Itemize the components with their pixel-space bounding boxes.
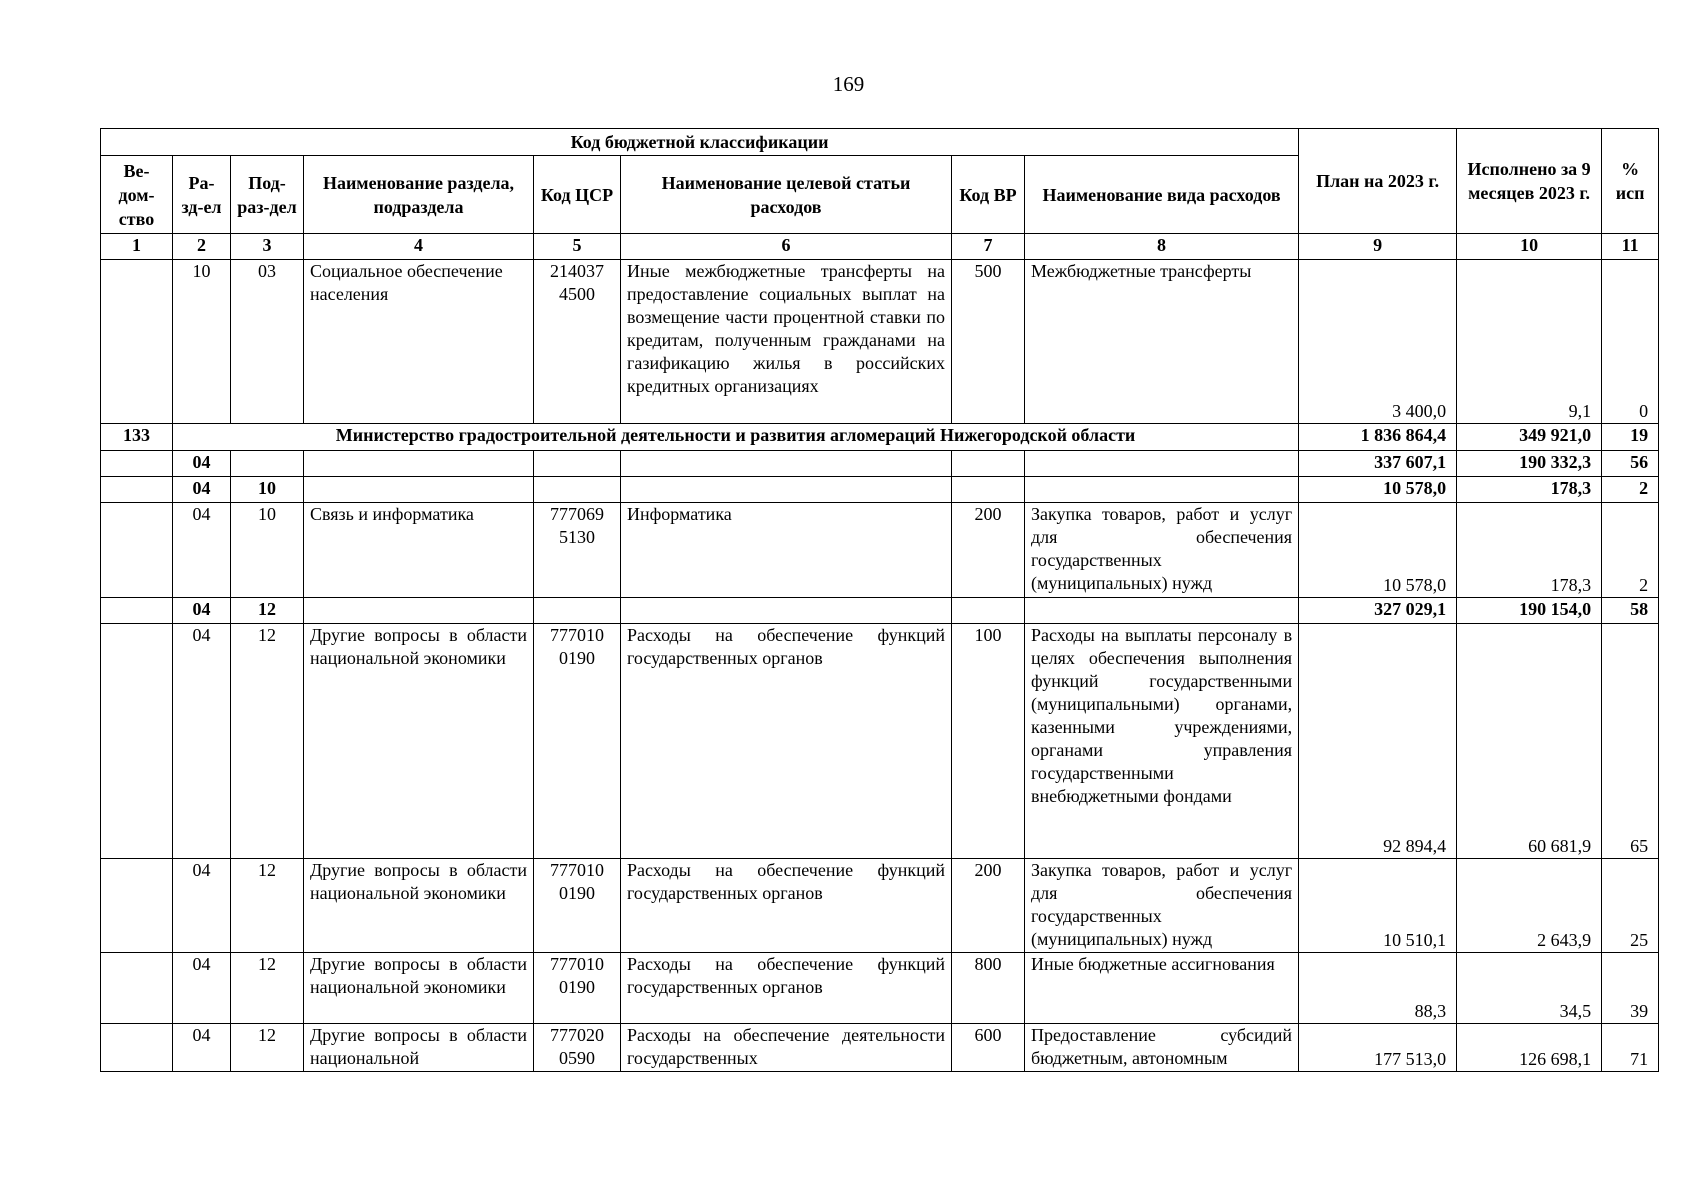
cell-podrazdel: 10 xyxy=(231,477,304,503)
cell-podrazdel: 12 xyxy=(231,859,304,953)
cell-target-name xyxy=(621,451,952,477)
cell-vedomstvo xyxy=(101,503,173,598)
cell-razdel: 04 xyxy=(173,477,231,503)
cell-section-name: Другие вопросы в области национальной xyxy=(304,1024,534,1072)
cell-vedomstvo xyxy=(101,953,173,1024)
header-vr-name: Наименование вида расходов xyxy=(1025,156,1299,234)
budget-table xyxy=(100,128,1659,1072)
cell-done: 2 643,9 xyxy=(1457,859,1602,953)
header-percent: % исп xyxy=(1602,129,1659,234)
cell-vr-name xyxy=(1025,598,1299,624)
cell-csr: 777069 5130 xyxy=(534,503,621,598)
cell-podrazdel: 03 xyxy=(231,260,304,424)
cell-plan: 88,3 xyxy=(1299,953,1457,1024)
cell-razdel: 04 xyxy=(173,953,231,1024)
cell-vedomstvo: 133 xyxy=(101,424,173,451)
cell-vr-name xyxy=(1025,477,1299,503)
cell-target-name: Расходы на обеспечение деятельности государственных xyxy=(621,1024,952,1072)
cell-vr-name xyxy=(1025,451,1299,477)
header-plan: План на 2023 г. xyxy=(1299,129,1457,234)
header-row-group xyxy=(101,129,1659,156)
cell-csr: 777010 0190 xyxy=(534,953,621,1024)
cell-target-name: Расходы на обеспечение функций государственных органов xyxy=(621,953,952,1024)
cell-plan: 3 400,0 xyxy=(1299,260,1457,424)
header-section-name: Наименование раздела, подраздела xyxy=(304,156,534,234)
column-number: 3 xyxy=(231,234,304,260)
cell-podrazdel: 12 xyxy=(231,598,304,624)
table-row xyxy=(101,260,1659,424)
column-number: 11 xyxy=(1602,234,1659,260)
cell-csr: 214037 4500 xyxy=(534,260,621,424)
cell-razdel: 04 xyxy=(173,1024,231,1072)
cell-vr-name: Расходы на выплаты персоналу в целях обеспечения выполнения функций государственными (муниципальными) органами, казенными учреждениями, органами управления государственными внебюджетными фондами xyxy=(1025,624,1299,859)
cell-vedomstvo xyxy=(101,1024,173,1072)
cell-csr xyxy=(534,451,621,477)
cell-vedomstvo xyxy=(101,260,173,424)
cell-done: 349 921,0 xyxy=(1457,424,1602,451)
cell-razdel: 04 xyxy=(173,451,231,477)
table-row xyxy=(101,859,1659,953)
cell-target-name: Расходы на обеспечение функций государственных органов xyxy=(621,624,952,859)
cell-vr: 200 xyxy=(952,859,1025,953)
column-number: 10 xyxy=(1457,234,1602,260)
column-number: 8 xyxy=(1025,234,1299,260)
cell-vr xyxy=(952,477,1025,503)
subsection-total-row xyxy=(101,477,1659,503)
cell-section-name xyxy=(304,598,534,624)
cell-target-name: Расходы на обеспечение функций государственных органов xyxy=(621,859,952,953)
header-podrazdel: Под-раз-дел xyxy=(231,156,304,234)
cell-plan: 337 607,1 xyxy=(1299,451,1457,477)
cell-done: 190 154,0 xyxy=(1457,598,1602,624)
cell-section-name: Другие вопросы в области национальной экономики xyxy=(304,624,534,859)
cell-percent: 71 xyxy=(1602,1024,1659,1072)
cell-target-name: Информатика xyxy=(621,503,952,598)
subsection-total-row xyxy=(101,598,1659,624)
header-razdel: Ра-зд-ел xyxy=(173,156,231,234)
cell-vedomstvo xyxy=(101,451,173,477)
cell-vedomstvo xyxy=(101,624,173,859)
cell-section-name: Другие вопросы в области национальной экономики xyxy=(304,953,534,1024)
cell-podrazdel: 10 xyxy=(231,503,304,598)
cell-podrazdel: 12 xyxy=(231,624,304,859)
cell-csr xyxy=(534,477,621,503)
column-number: 9 xyxy=(1299,234,1457,260)
cell-done: 60 681,9 xyxy=(1457,624,1602,859)
cell-razdel: 04 xyxy=(173,503,231,598)
cell-vr-name: Предоставление субсидий бюджетным, автономным xyxy=(1025,1024,1299,1072)
cell-vr xyxy=(952,598,1025,624)
cell-razdel: 04 xyxy=(173,624,231,859)
column-numbers-row xyxy=(101,234,1659,260)
ministry-row xyxy=(101,424,1659,451)
cell-ministry-name: Министерство градостроительной деятельности и развития агломераций Нижегородской области xyxy=(173,424,1299,451)
cell-percent: 2 xyxy=(1602,503,1659,598)
cell-target-name xyxy=(621,598,952,624)
cell-percent: 65 xyxy=(1602,624,1659,859)
cell-csr xyxy=(534,598,621,624)
cell-vedomstvo xyxy=(101,477,173,503)
cell-razdel: 04 xyxy=(173,598,231,624)
cell-percent: 19 xyxy=(1602,424,1659,451)
cell-vr-name: Закупка товаров, работ и услуг для обеспечения государственных (муниципальных) нужд xyxy=(1025,503,1299,598)
page-number: 169 xyxy=(832,72,865,96)
cell-csr: 777010 0190 xyxy=(534,624,621,859)
cell-vr: 600 xyxy=(952,1024,1025,1072)
cell-plan: 327 029,1 xyxy=(1299,598,1457,624)
column-number: 2 xyxy=(173,234,231,260)
column-number: 1 xyxy=(101,234,173,260)
cell-done: 178,3 xyxy=(1457,477,1602,503)
section-total-row xyxy=(101,451,1659,477)
cell-section-name: Социальное обеспечение населения xyxy=(304,260,534,424)
cell-target-name xyxy=(621,477,952,503)
cell-percent: 0 xyxy=(1602,260,1659,424)
cell-razdel: 04 xyxy=(173,859,231,953)
header-budget-code: Код бюджетной классификации xyxy=(101,129,1299,156)
cell-vr: 800 xyxy=(952,953,1025,1024)
cell-podrazdel: 12 xyxy=(231,953,304,1024)
header-vedomstvo: Ве-дом-ство xyxy=(101,156,173,234)
cell-section-name xyxy=(304,477,534,503)
cell-target-name: Иные межбюджетные трансферты на предоставление социальных выплат на возмещение части процентной ставки по кредитам, полученным гражданами на газификацию жилья в российских кредитных организациях xyxy=(621,260,952,424)
header-done: Исполнено за 9 месяцев 2023 г. xyxy=(1457,129,1602,234)
cell-vr-name: Закупка товаров, работ и услуг для обеспечения государственных (муниципальных) нужд xyxy=(1025,859,1299,953)
cell-percent: 39 xyxy=(1602,953,1659,1024)
cell-plan: 177 513,0 xyxy=(1299,1024,1457,1072)
column-number: 4 xyxy=(304,234,534,260)
table-row xyxy=(101,503,1659,598)
cell-done: 178,3 xyxy=(1457,503,1602,598)
cell-plan: 1 836 864,4 xyxy=(1299,424,1457,451)
cell-csr: 777020 0590 xyxy=(534,1024,621,1072)
cell-plan: 92 894,4 xyxy=(1299,624,1457,859)
cell-vr: 100 xyxy=(952,624,1025,859)
cell-vr xyxy=(952,451,1025,477)
cell-podrazdel xyxy=(231,451,304,477)
cell-section-name: Другие вопросы в области национальной экономики xyxy=(304,859,534,953)
cell-vr: 200 xyxy=(952,503,1025,598)
table-row xyxy=(101,624,1659,859)
cell-percent: 56 xyxy=(1602,451,1659,477)
column-number: 6 xyxy=(621,234,952,260)
column-number: 7 xyxy=(952,234,1025,260)
cell-plan: 10 510,1 xyxy=(1299,859,1457,953)
column-number: 5 xyxy=(534,234,621,260)
cell-vedomstvo xyxy=(101,598,173,624)
cell-done: 9,1 xyxy=(1457,260,1602,424)
cell-plan: 10 578,0 xyxy=(1299,477,1457,503)
header-csr: Код ЦСР xyxy=(534,156,621,234)
cell-percent: 25 xyxy=(1602,859,1659,953)
cell-done: 190 332,3 xyxy=(1457,451,1602,477)
cell-vr: 500 xyxy=(952,260,1025,424)
cell-vr-name: Иные бюджетные ассигнования xyxy=(1025,953,1299,1024)
cell-plan: 10 578,0 xyxy=(1299,503,1457,598)
table-row xyxy=(101,953,1659,1024)
cell-section-name xyxy=(304,451,534,477)
header-target-name: Наименование целевой статьи расходов xyxy=(621,156,952,234)
cell-vedomstvo xyxy=(101,859,173,953)
cell-percent: 58 xyxy=(1602,598,1659,624)
cell-done: 34,5 xyxy=(1457,953,1602,1024)
header-vr: Код ВР xyxy=(952,156,1025,234)
cell-podrazdel: 12 xyxy=(231,1024,304,1072)
cell-csr: 777010 0190 xyxy=(534,859,621,953)
cell-percent: 2 xyxy=(1602,477,1659,503)
cell-vr-name: Межбюджетные трансферты xyxy=(1025,260,1299,424)
table-row xyxy=(101,1024,1659,1072)
cell-done: 126 698,1 xyxy=(1457,1024,1602,1072)
cell-razdel: 10 xyxy=(173,260,231,424)
cell-section-name: Связь и информатика xyxy=(304,503,534,598)
